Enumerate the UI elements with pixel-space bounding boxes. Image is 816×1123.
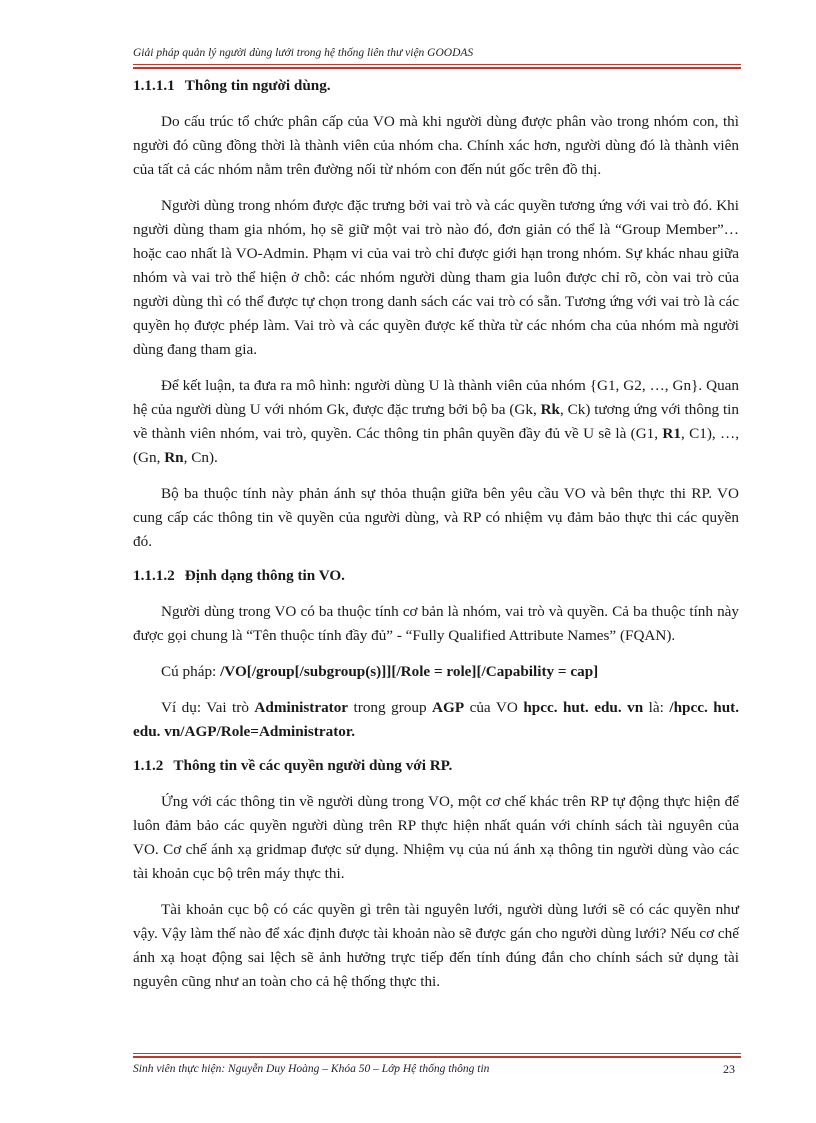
syntax-label: Cú pháp: [161,663,221,680]
header-title: Giải pháp quản lý người dùng lưới trong hệ thống liên thư viện GOODAS [133,47,474,59]
section-title: Thông tin về các quyền người dùng với RP. [173,757,453,774]
text-run-bold: AGP [432,699,465,716]
paragraph: Bộ ba thuộc tính này phản ánh sự thỏa thuận giữa bên yêu cầu VO và bên thực thi RP. VO cung cấp các thông tin về quyền của người dùng, và RP có nhiệm vụ đảm bảo thực thi các quyền đó. [133,485,739,550]
text-run-bold: hpcc. hut. edu. vn [523,699,644,716]
section-number: 1.1.2 [133,757,164,774]
text-run: của VO [464,699,524,716]
text-run: trong group [348,699,433,716]
text-run-bold: Rn [164,449,184,466]
text-run-bold: Administrator [254,699,349,716]
paragraph: Người dùng trong VO có ba thuộc tính cơ bản là nhóm, vai trò và quyền. Cả ba thuộc tính này được gọi chung là “Tên thuộc tính đầy đủ” - “Fully Qualified Attribute Names” (FQAN). [133,603,739,644]
footer-rule-double [133,1056,741,1058]
text-run: , C1), …, (Gn, [133,425,740,466]
header-rule-double [133,67,741,69]
text-run-bold: /hpcc. hut. edu. vn/AGP/Role=Administrator. [133,699,739,740]
paragraph: Ứng với các thông tin về người dùng trong VO, một cơ chế khác trên RP tự động thực hiện để luôn đảm bảo các quyền người dùng trên RP thực hiện nhất quán với chính sách tài nguyên của VO. Cơ chế ánh xạ gridmap được sử dụng. Nhiệm vụ của nú ánh xạ thông tin người dùng vào các tài khoản cục bộ trên máy thực thi. [133,793,739,882]
text-run: Ví dụ: Vai trò [161,699,255,716]
page-content [133,74,739,994]
section-heading-1-1-1-1 [133,74,739,98]
text-run: , Cn). [183,449,218,466]
footer-text: Sinh viên thực hiện: Nguyễn Duy Hoàng – Khóa 50 – Lớp Hệ thống thông tin [133,1063,490,1075]
syntax-expression: /VO[/group[/subgroup(s)]][/Role = role][/Capability = cap] [220,663,599,680]
paragraph: Do cấu trúc tổ chức phân cấp của VO mà khi người dùng được phân vào trong nhóm con, thì người đó cũng đồng thời là thành viên của nhóm cha. Chính xác hơn, người dùng đó là thành viên của tất cả các nhóm nằm trên đường nối từ nhóm con đến nút gốc trên đồ thị. [133,113,739,178]
text-run: , Ck) tương ứng với thông tin về thành viên nhóm, vai trò, quyền. Các thông tin phân quyền đầy đủ về U sẽ là (G1, [133,401,739,442]
text-run: là: [643,699,670,716]
section-title: Định dạng thông tin VO. [184,567,345,584]
text-run-bold: Rk [540,401,560,418]
syntax-line [133,660,739,684]
text-run-bold: R1 [662,425,681,442]
section-heading-1-1-2 [133,754,739,778]
paragraph: Tài khoản cục bộ có các quyền gì trên tài nguyên lưới, người dùng lưới sẽ có các quyền như vậy. Vậy làm thế nào để xác định được tài khoản nào sẽ được gán cho người dùng lưới? Nếu cơ chế ánh xạ hoạt động sai lệch sẽ ảnh hưởng trực tiếp đến tính đúng đắn cho chính sách sử dụng tài nguyên cũng như an toàn cho cả hệ thống thực thi. [133,901,739,990]
header-rule [133,64,741,65]
page-footer [133,1053,741,1076]
section-heading-1-1-1-2 [133,564,739,588]
section-number: 1.1.1.2 [133,567,175,584]
section-title: Thông tin người dùng. [184,77,331,94]
text-run: Để kết luận, ta đưa ra mô hình: người dùng U là thành viên của nhóm {G1, G2, …, Gn}. Quan hệ của người dùng U với nhóm Gk, được đặc trưng bởi bộ ba (Gk, [133,377,739,418]
paragraph: Người dùng trong nhóm được đặc trưng bởi vai trò và các quyền tương ứng với vai trò đó. Khi người dùng tham gia nhóm, họ sẽ giữ một vai trò nào đó, đơn giản có thể là “Group Member”… hoặc cao nhất là VO-Admin. Phạm vi của vai trò chỉ được giới hạn trong nhóm. Sự khác nhau giữa nhóm và vai trò thể hiện ở chỗ: các nhóm người dùng tham gia luôn được chỉ rõ, còn vai trò của người dùng thì có thể được tự chọn trong danh sách các vai trò có sẵn. Tương ứng với vai trò là các quyền họ được phép làm. Vai trò và các quyền được kế thừa từ các nhóm cha của nhóm mà người dùng đang tham gia. [133,197,739,358]
page-number: 23 [723,1062,735,1076]
footer-row [133,1062,741,1076]
footer-rule [133,1053,741,1054]
example-paragraph [133,696,739,744]
paragraph [133,374,739,470]
page-header [133,46,741,69]
section-number: 1.1.1.1 [133,77,175,94]
